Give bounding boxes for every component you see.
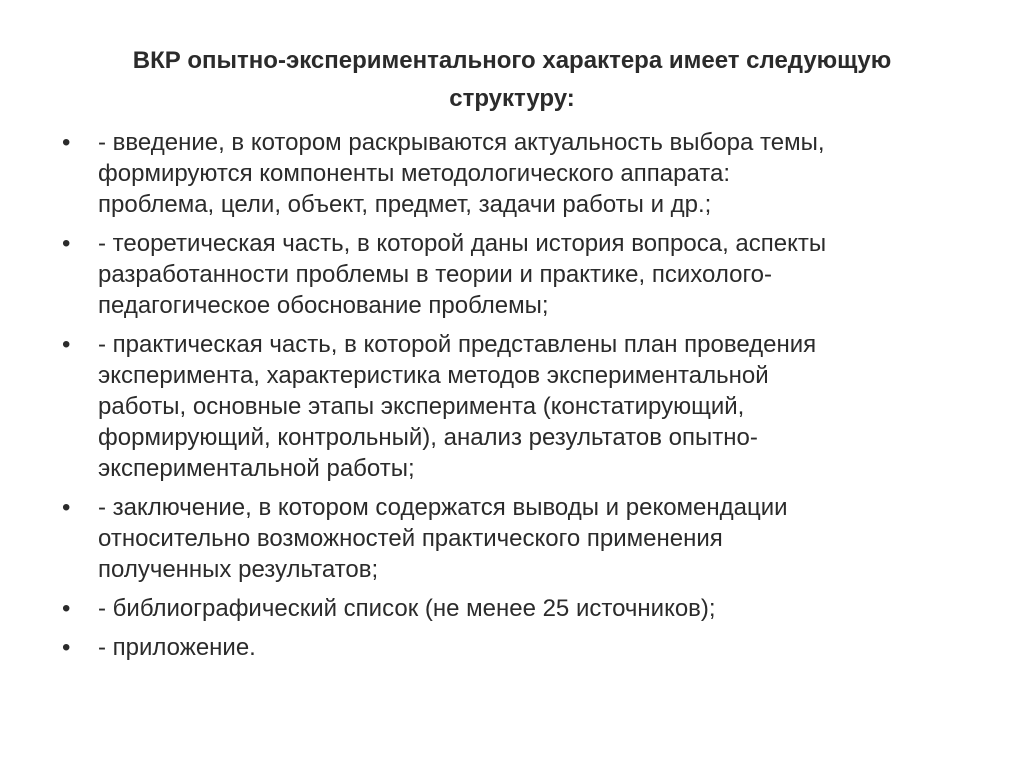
list-item-line: - введение, в котором раскрываются актуальность выбора темы,: [98, 129, 825, 156]
list-item-bibliography: [62, 593, 982, 624]
list-item-line: - теоретическая часть, в которой даны история вопроса, аспекты: [98, 230, 827, 257]
bullet-icon: •: [62, 494, 71, 521]
list-item-line: формирующий, контрольный), анализ результатов опытно-: [98, 424, 758, 451]
slide-title: [60, 42, 964, 118]
list-item-line: - приложение.: [98, 634, 256, 661]
list-item-line: - библиографический список (не менее 25 источников);: [98, 595, 716, 622]
list-item-line: педагогическое обоснование проблемы;: [98, 292, 549, 319]
list-item-line: относительно возможностей практического применения: [98, 525, 723, 552]
list-item-line: формируются компоненты методологического аппарата:: [98, 160, 731, 187]
list-item-theoretical-part: [62, 228, 982, 321]
bullet-icon: •: [62, 595, 71, 622]
list-item-line: разработанности проблемы в теории и практике, психолого-: [98, 261, 773, 288]
list-item-line: - практическая часть, в которой представлены план проведения: [98, 331, 817, 358]
list-item-line: - заключение, в котором содержатся выводы и рекомендации: [98, 494, 788, 521]
list-item-practical-part: [62, 329, 982, 484]
bullet-icon: •: [62, 129, 71, 156]
bullet-icon: •: [62, 230, 71, 257]
slide-title-line: структуру:: [449, 85, 575, 112]
structure-list: [62, 127, 982, 671]
slide-title-line: ВКР опытно-экспериментального характера имеет следующую: [132, 47, 892, 74]
bullet-icon: •: [62, 331, 71, 358]
list-item-line: полученных результатов;: [98, 556, 379, 583]
list-item-conclusion: [62, 492, 982, 585]
list-item-line: проблема, цели, объект, предмет, задачи работы и др.;: [98, 191, 712, 218]
bullet-icon: •: [62, 634, 71, 661]
list-item-line: эксперимента, характеристика методов экспериментальной: [98, 362, 769, 389]
list-item-appendix: [62, 632, 982, 663]
list-item-introduction: [62, 127, 982, 220]
list-item-line: экспериментальной работы;: [98, 455, 415, 482]
list-item-line: работы, основные этапы эксперимента (констатирующий,: [98, 393, 745, 420]
